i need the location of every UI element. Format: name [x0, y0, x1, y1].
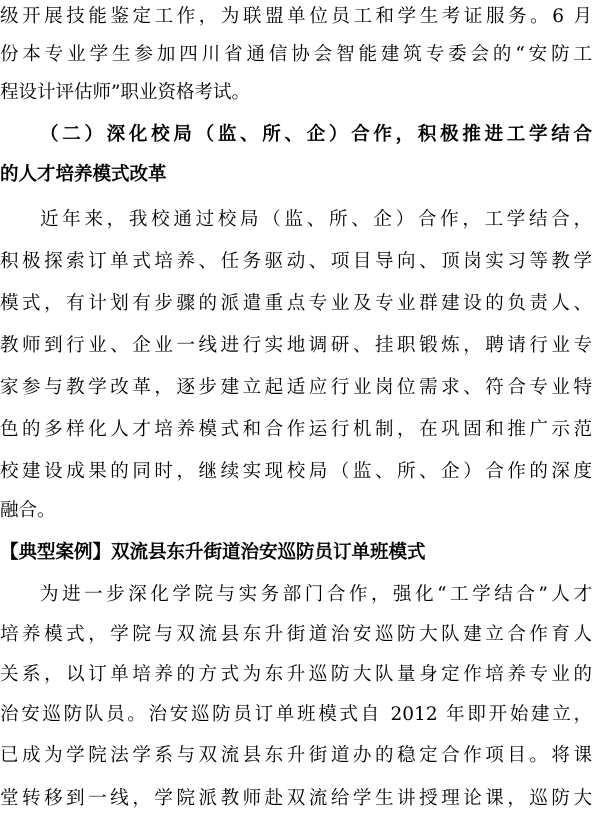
paragraph-line: 融合。: [0, 500, 56, 521]
paragraph-line: 级开展技能鉴定工作，为联盟单位员工和学生考证服务。6 月: [0, 6, 592, 27]
paragraph-line: 家参与教学改革，逐步建立起适应行业岗位需求、符合专业特: [0, 377, 592, 398]
paragraph-line: 关系，以订单培养的方式为东升巡防大队量身定作培养专业的: [0, 664, 592, 685]
paragraph-line: 模式，有计划有步骤的派遣重点专业及专业群建设的负责人、: [0, 293, 592, 314]
paragraph-line: 教师到行业、企业一线进行实地调研、挂职锻炼，聘请行业专: [0, 335, 592, 356]
paragraph-line: 已成为学院法学系与双流县东升街道办的稳定合作项目。将课: [0, 745, 592, 766]
paragraph-line: 份本专业学生参加四川省通信协会智能建筑专委会的“安防工: [0, 44, 592, 65]
section-heading-line: （二）深化校局（监、所、企）合作，积极推进工学结合: [40, 124, 592, 145]
section-heading-line: 的人才培养模式改革: [0, 164, 167, 185]
paragraph-line: 色的多样化人才培养模式和合作运行机制，在巩固和推广示范: [0, 419, 592, 440]
paragraph-line: 培养模式，学院与双流县东升街道治安巡防大队建立合作育人: [0, 624, 592, 645]
paragraph-line: 为进一步深化学院与实务部门合作，强化“工学结合”人才: [40, 584, 592, 605]
paragraph-line: 治安巡防队员。治安巡防员订单班模式自 2012 年即开始建立，: [0, 704, 592, 725]
paragraph-line: 校建设成果的同时，继续实现校局（监、所、企）合作的深度: [0, 461, 592, 482]
paragraph-line: 程设计评估师”职业资格考试。: [0, 82, 250, 103]
paragraph-line: 积极探索订单式培养、任务驱动、项目导向、顶岗实习等教学: [0, 251, 592, 272]
paragraph-line: 堂转移到一线，学院派教师赴双流给学生讲授理论课，巡防大: [0, 788, 592, 809]
case-heading: 【典型案例】双流县东升街道治安巡防员订单班模式: [0, 542, 426, 563]
paragraph-line: 近年来，我校通过校局（监、所、企）合作，工学结合，: [40, 209, 592, 230]
